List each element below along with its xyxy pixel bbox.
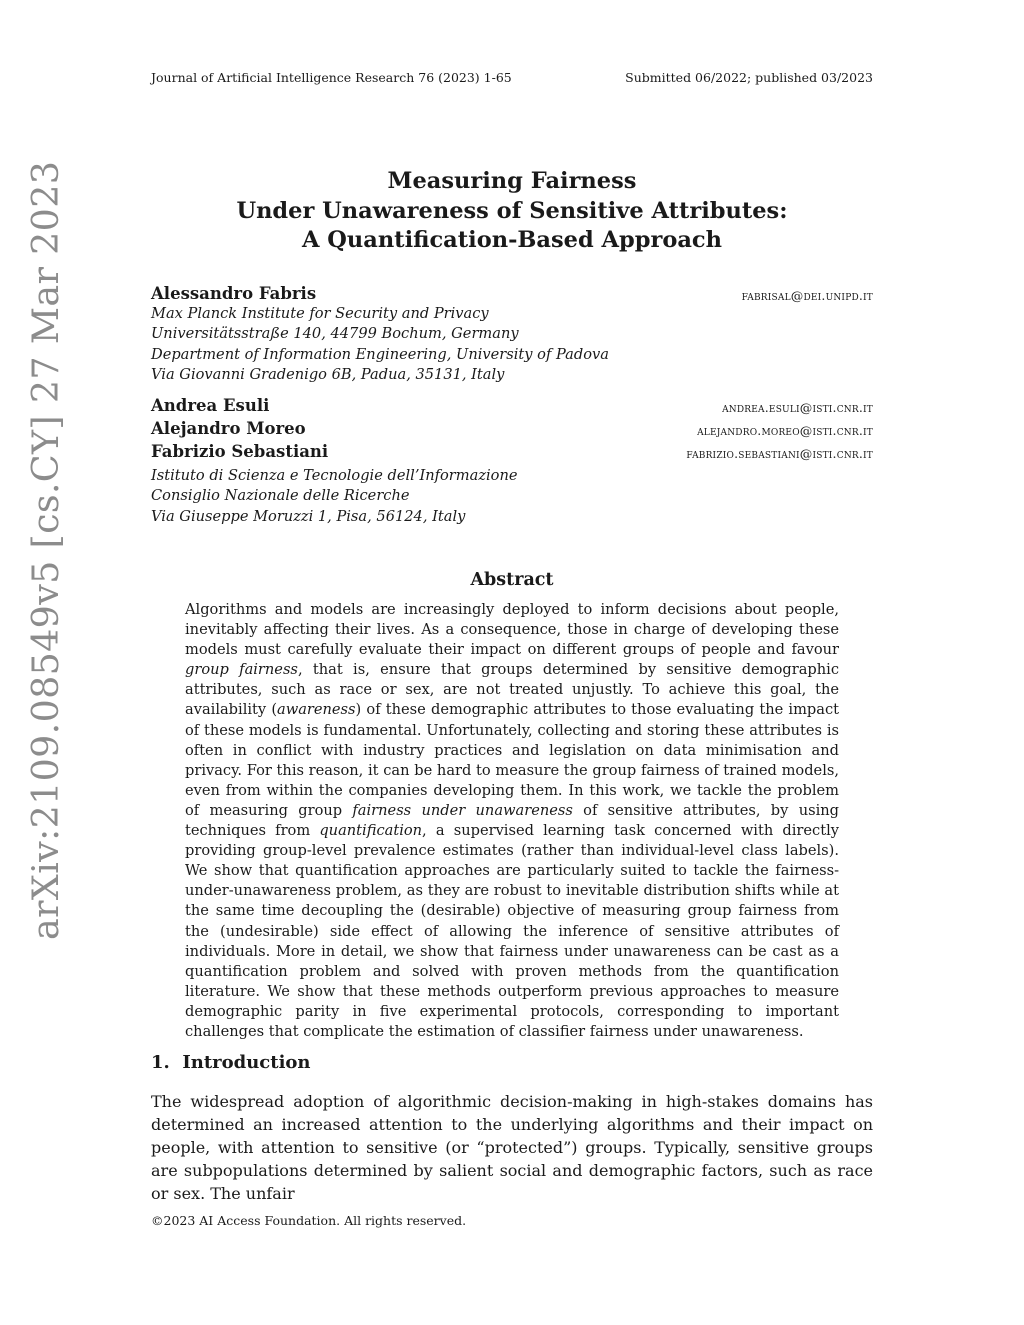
affil-line: Via Giuseppe Moruzzi 1, Pisa, 56124, Italy — [151, 507, 466, 525]
affil-line: Istituto di Scienza e Tecnologie dell’Informazione — [151, 467, 518, 484]
abstract-part: ) of these demographic attributes to those evaluating the impact of these models is fundamental. Unfortunately, collecting and storing these attributes is often in conflict with industry practices and legislation on data minimisation and privacy. For this reason, it can be hard to measure the group fairness of trained models, even from within the companies developing them. In this work, we tackle the problem of measuring group — [185, 701, 839, 819]
title-line-2: Under Unawareness of Sensitive Attributes: — [236, 197, 788, 224]
author-email-sebastiani[interactable]: fabrizio.sebastiani@isti.cnr.it — [686, 446, 873, 461]
abstract-part: of sensitive attributes, by using techniques from — [185, 801, 839, 840]
affil-line: Max Planck Institute for Security and Privacy — [151, 305, 489, 322]
introduction-text: The widespread adoption of algorithmic decision-making in high-stakes domains has determined an increased attention to the underlying algorithms and their impact on people, with attention to sensitive (or “protected”) groups. Typically, sensitive groups are subpopulations determined by salient social and demographic factors, such as race or sex. The unfair — [151, 1092, 873, 1204]
affiliation-fabris — [151, 304, 609, 386]
author-name-fabris: Alessandro Fabris — [151, 284, 317, 303]
abstract-emphasis: fairness under unawareness — [352, 801, 573, 819]
author-email-moreo[interactable]: alejandro.moreo@isti.cnr.it — [697, 423, 873, 438]
author-email-fabris[interactable]: fabrisal@dei.unipd.it — [741, 288, 873, 303]
copyright-notice: ©2023 AI Access Foundation. All rights reserved. — [151, 1213, 467, 1228]
abstract-emphasis: quantification — [319, 822, 423, 840]
abstract-part: , that is, ensure that groups determined by sensitive demographic attributes, such as race or sex, are not treated unjustly. To achieve this goal, the availability ( — [185, 661, 839, 719]
affiliation-isti — [151, 466, 518, 527]
abstract-part: Algorithms and models are increasingly deployed to inform decisions about people, inevitably affecting their lives. As a consequence, those in charge of developing these models must carefully evaluate their impact on different groups of people and favour — [185, 601, 839, 659]
arxiv-stamp: arXiv:2109.08549v5 [cs.CY] 27 Mar 2023 — [24, 160, 67, 940]
abstract-part: , a supervised learning task concerned with directly providing group-level prevalence estimates (rather than individual-level class labels). We show that quantification approaches are particularly suited to tackle the fairness-under-unawareness problem, as they are robust to inevitable distribution shifts while at the same time decoupling the (desirable) objective of measuring group fairness from the (undesirable) side effect of allowing the inference of sensitive attributes of individuals. More in detail, we show that fairness under unawareness can be cast as a quantification problem and solved with proven methods from the quantification literature. We show that these methods outperform previous approaches to measure demographic parity in five experimental protocols, corresponding to important challenges that complicate the estimation of classifier fairness under unawareness. — [185, 822, 839, 1040]
abstract-heading: Abstract — [470, 570, 554, 590]
abstract-text — [185, 600, 839, 1042]
abstract-emphasis: group fairness — [185, 661, 298, 679]
journal-header: Journal of Artificial Intelligence Research 76 (2023) 1-65 — [151, 70, 512, 85]
submission-dates: Submitted 06/2022; published 03/2023 — [625, 70, 873, 85]
affil-line: Via Giovanni Gradenigo 6B, Padua, 35131, Italy — [151, 366, 505, 384]
affil-line: Department of Information Engineering, University of Padova — [151, 345, 609, 363]
abstract-emphasis: awareness — [277, 701, 356, 719]
affil-line: Universitätsstraße 140, 44799 Bochum, Germany — [151, 325, 519, 343]
title-line-1: Measuring Fairness — [387, 168, 637, 194]
affil-line: Consiglio Nazionale delle Ricerche — [151, 487, 410, 505]
author-name-esuli: Andrea Esuli — [151, 396, 270, 415]
author-email-esuli[interactable]: andrea.esuli@isti.cnr.it — [722, 400, 873, 415]
author-name-sebastiani: Fabrizio Sebastiani — [151, 442, 329, 461]
title-line-3: A Quantification-Based Approach — [302, 227, 722, 253]
section-heading-introduction: 1. Introduction — [151, 1052, 311, 1073]
author-name-moreo: Alejandro Moreo — [151, 419, 306, 438]
paper-title — [0, 167, 1024, 256]
